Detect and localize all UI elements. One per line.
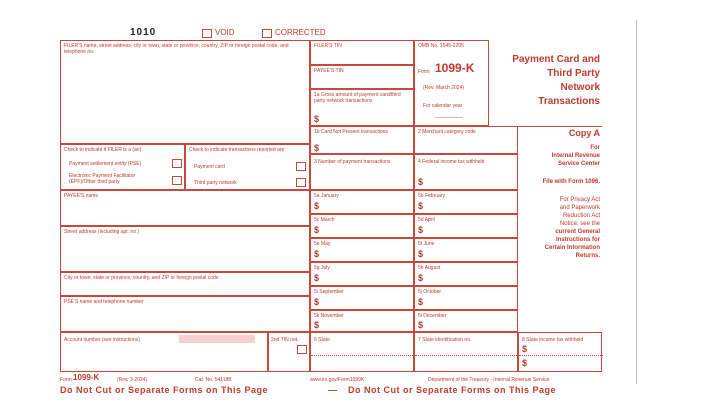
copy-a-privacy2: and Paperwork <box>559 205 600 211</box>
page-edge-divider <box>636 20 637 384</box>
footer-line <box>60 374 602 384</box>
copy-a-privacy8: Returns. <box>575 253 600 259</box>
transaction-type-cell <box>185 144 310 190</box>
box-5f-dollar: $ <box>418 249 424 259</box>
box-5e[interactable] <box>310 238 414 262</box>
omb-cell <box>414 40 489 126</box>
box-5h-label: 5h August <box>418 265 441 271</box>
box-5c-label: 5c March <box>314 217 335 223</box>
box-2-label: 2 Merchant category code <box>418 129 476 135</box>
copy-a-privacy1: For Privacy Act <box>559 197 600 203</box>
box-5b[interactable] <box>414 190 518 214</box>
payee-name-cell[interactable] <box>60 190 310 226</box>
pse-phone-label: PSE'S name and telephone number <box>64 299 144 305</box>
form-title-line4: Transactions <box>538 96 600 107</box>
box-5b-label: 5b February <box>418 193 445 199</box>
box-5g[interactable] <box>310 262 414 286</box>
box-7-label: 7 State identification no. <box>418 337 472 343</box>
form-title-line2: Third Party <box>547 68 600 79</box>
footer-form-name: 1099-K <box>73 373 100 382</box>
account-label: Account number (see instructions) <box>64 337 140 343</box>
filer-tin-label: FILER'S TIN <box>314 43 342 49</box>
box-5f-label: 5f June <box>418 241 435 247</box>
box-5i[interactable] <box>310 286 414 310</box>
box-1b-label: 1b Card Not Present transactions <box>314 129 388 135</box>
form-code: 1010 <box>130 27 157 38</box>
tin2-label: 2nd TIN not. <box>271 337 299 343</box>
filer-type-label: Check to indicate if FILER is a (an): <box>64 147 143 153</box>
footer-rev: (Rev. 3-2024) <box>117 377 148 383</box>
street-label: Street address (including apt. no.) <box>64 229 140 235</box>
transaction-type-label: Check to indicate transactions reported are: <box>189 147 286 153</box>
box-5i-dollar: $ <box>314 297 320 307</box>
box-6-divider <box>311 355 415 356</box>
payee-tin-cell[interactable] <box>310 65 414 89</box>
box-7[interactable] <box>414 332 518 372</box>
omb-form-name: 1099-K <box>435 61 475 75</box>
box-8-dollar-1: $ <box>522 344 528 354</box>
form-title <box>490 53 600 109</box>
box-3[interactable] <box>310 154 414 190</box>
copy-a-title: Copy A <box>568 128 600 138</box>
box-2[interactable] <box>414 126 518 154</box>
box-5e-dollar: $ <box>314 249 320 259</box>
box-5k-dollar: $ <box>314 320 320 330</box>
footer-form-prefix: Form <box>60 377 72 383</box>
epf-label: Electronic Payment Facilitator (EPF)/Other third party <box>69 173 136 185</box>
account-cell[interactable] <box>60 332 268 372</box>
box-5j-dollar: $ <box>418 297 424 307</box>
do-not-cut-dash: — <box>328 385 338 395</box>
copy-a-privacy3: Reduction Act <box>562 213 600 219</box>
box-8-dollar-2: $ <box>522 358 528 368</box>
do-not-cut-right: Do Not Cut or Separate Forms on This Page <box>348 385 557 395</box>
box-5i-label: 5i September <box>314 289 344 295</box>
box-5j[interactable] <box>414 286 518 310</box>
tin2-cell <box>268 332 310 372</box>
copy-a-privacy5: current General <box>555 229 600 235</box>
box-6[interactable] <box>310 332 414 372</box>
corrected-label: CORRECTED <box>275 28 326 37</box>
copy-a-panel <box>518 128 600 260</box>
footer-url: www.irs.gov/Form1099K <box>310 377 365 383</box>
payee-name-label: PAYEE'S name <box>64 193 99 199</box>
box-5d-dollar: $ <box>418 225 424 235</box>
box-5h[interactable] <box>414 262 518 286</box>
copy-a-for: For <box>590 145 600 151</box>
box-1a-dollar: $ <box>314 114 320 124</box>
filer-tin-cell[interactable] <box>310 40 414 65</box>
box-4-label: 4 Federal income tax withheld <box>418 159 485 165</box>
copy-a-irs1: Internal Revenue <box>551 153 600 159</box>
void-label: VOID <box>215 28 235 37</box>
pse-checkbox[interactable] <box>172 159 182 168</box>
box-5f[interactable] <box>414 238 518 262</box>
box-5g-dollar: $ <box>314 273 320 283</box>
box-5c-dollar: $ <box>314 225 320 235</box>
epf-checkbox[interactable] <box>172 176 182 185</box>
box-5c[interactable] <box>310 214 414 238</box>
box-5k-label: 5k November <box>314 313 344 319</box>
box-1b-dollar: $ <box>314 143 320 153</box>
box-1a[interactable] <box>310 89 414 126</box>
box-5a[interactable] <box>310 190 414 214</box>
box-6-label: 6 State <box>314 337 330 343</box>
pse-label: Payment settlement entity (PSE) <box>69 161 142 167</box>
third-party-label: Third party network <box>194 180 237 186</box>
copy-a-irs2: Service Center <box>557 161 600 167</box>
box-3-label: 3 Number of payment transactions <box>314 159 391 165</box>
box-4-dollar: $ <box>418 177 424 187</box>
box-5d[interactable] <box>414 214 518 238</box>
box-5h-dollar: $ <box>418 273 424 283</box>
box-8[interactable] <box>518 332 602 372</box>
tin2-checkbox[interactable] <box>297 345 307 354</box>
box-5k[interactable] <box>310 310 414 332</box>
box-5a-dollar: $ <box>314 201 320 211</box>
box-8-label: 8 State income tax withheld <box>522 337 584 343</box>
box-5l[interactable] <box>414 310 518 332</box>
pse-phone-cell[interactable] <box>60 296 310 332</box>
copy-a-privacy4: Notice, see the <box>559 221 600 227</box>
copy-a-privacy7: Certain Information <box>544 245 600 251</box>
box-7-divider <box>415 355 519 356</box>
third-party-checkbox[interactable] <box>296 178 306 187</box>
city-cell[interactable] <box>60 272 310 296</box>
omb-calendar-blank: __________ <box>435 113 463 119</box>
box-5d-label: 5d April <box>418 217 435 223</box>
filer-name-cell[interactable] <box>60 40 310 144</box>
box-5j-label: 5j October <box>418 289 442 295</box>
copy-a-top-rule <box>518 126 602 127</box>
footer-dept: Department of the Treasury - Internal Revenue Service <box>428 377 550 383</box>
footer-cat: Cat. No. 54118B <box>195 377 232 383</box>
filer-type-cell <box>60 144 185 190</box>
omb-form-prefix: Form <box>418 69 430 75</box>
box-5l-dollar: $ <box>418 320 424 330</box>
payment-card-checkbox[interactable] <box>296 162 306 171</box>
box-5l-label: 5l December <box>418 313 447 319</box>
omb-calendar: For calendar year <box>423 103 463 109</box>
payee-tin-label: PAYEE'S TIN <box>314 68 344 74</box>
copy-a-privacy6: Instructions for <box>555 237 600 243</box>
box-1b[interactable] <box>310 126 414 154</box>
omb-number: OMB No. 1545-2205 <box>418 43 464 49</box>
form-title-line1: Payment Card and <box>512 54 600 65</box>
box-8-divider <box>519 355 603 356</box>
void-checkbox[interactable] <box>202 29 212 38</box>
street-cell[interactable] <box>60 226 310 272</box>
do-not-cut-left: Do Not Cut or Separate Forms on This Page <box>60 385 269 395</box>
payment-card-label: Payment card <box>194 164 225 170</box>
filer-name-label: FILER'S name, street address, city or town, state or province, country, ZIP or foreign postal code, and telephone no. <box>64 43 289 55</box>
box-1a-label: 1a Gross amount of payment card/third party network transactions <box>314 92 401 104</box>
box-5g-label: 5g July <box>314 265 330 271</box>
form-title-line3: Network <box>560 82 600 93</box>
omb-rev: (Rev. March 2024) <box>423 85 465 91</box>
copy-a-file-with: File with Form 1096. <box>542 179 600 185</box>
do-not-cut-line <box>60 385 602 397</box>
form-1099k <box>60 40 602 372</box>
box-5e-label: 5e May <box>314 241 331 247</box>
account-shaded-area <box>179 335 255 343</box>
city-label: City or town, state or province, country, and ZIP or foreign postal code <box>64 275 219 281</box>
box-5a-label: 5a January <box>314 193 339 199</box>
box-5b-dollar: $ <box>418 201 424 211</box>
box-4[interactable] <box>414 154 518 190</box>
corrected-checkbox[interactable] <box>262 29 272 38</box>
